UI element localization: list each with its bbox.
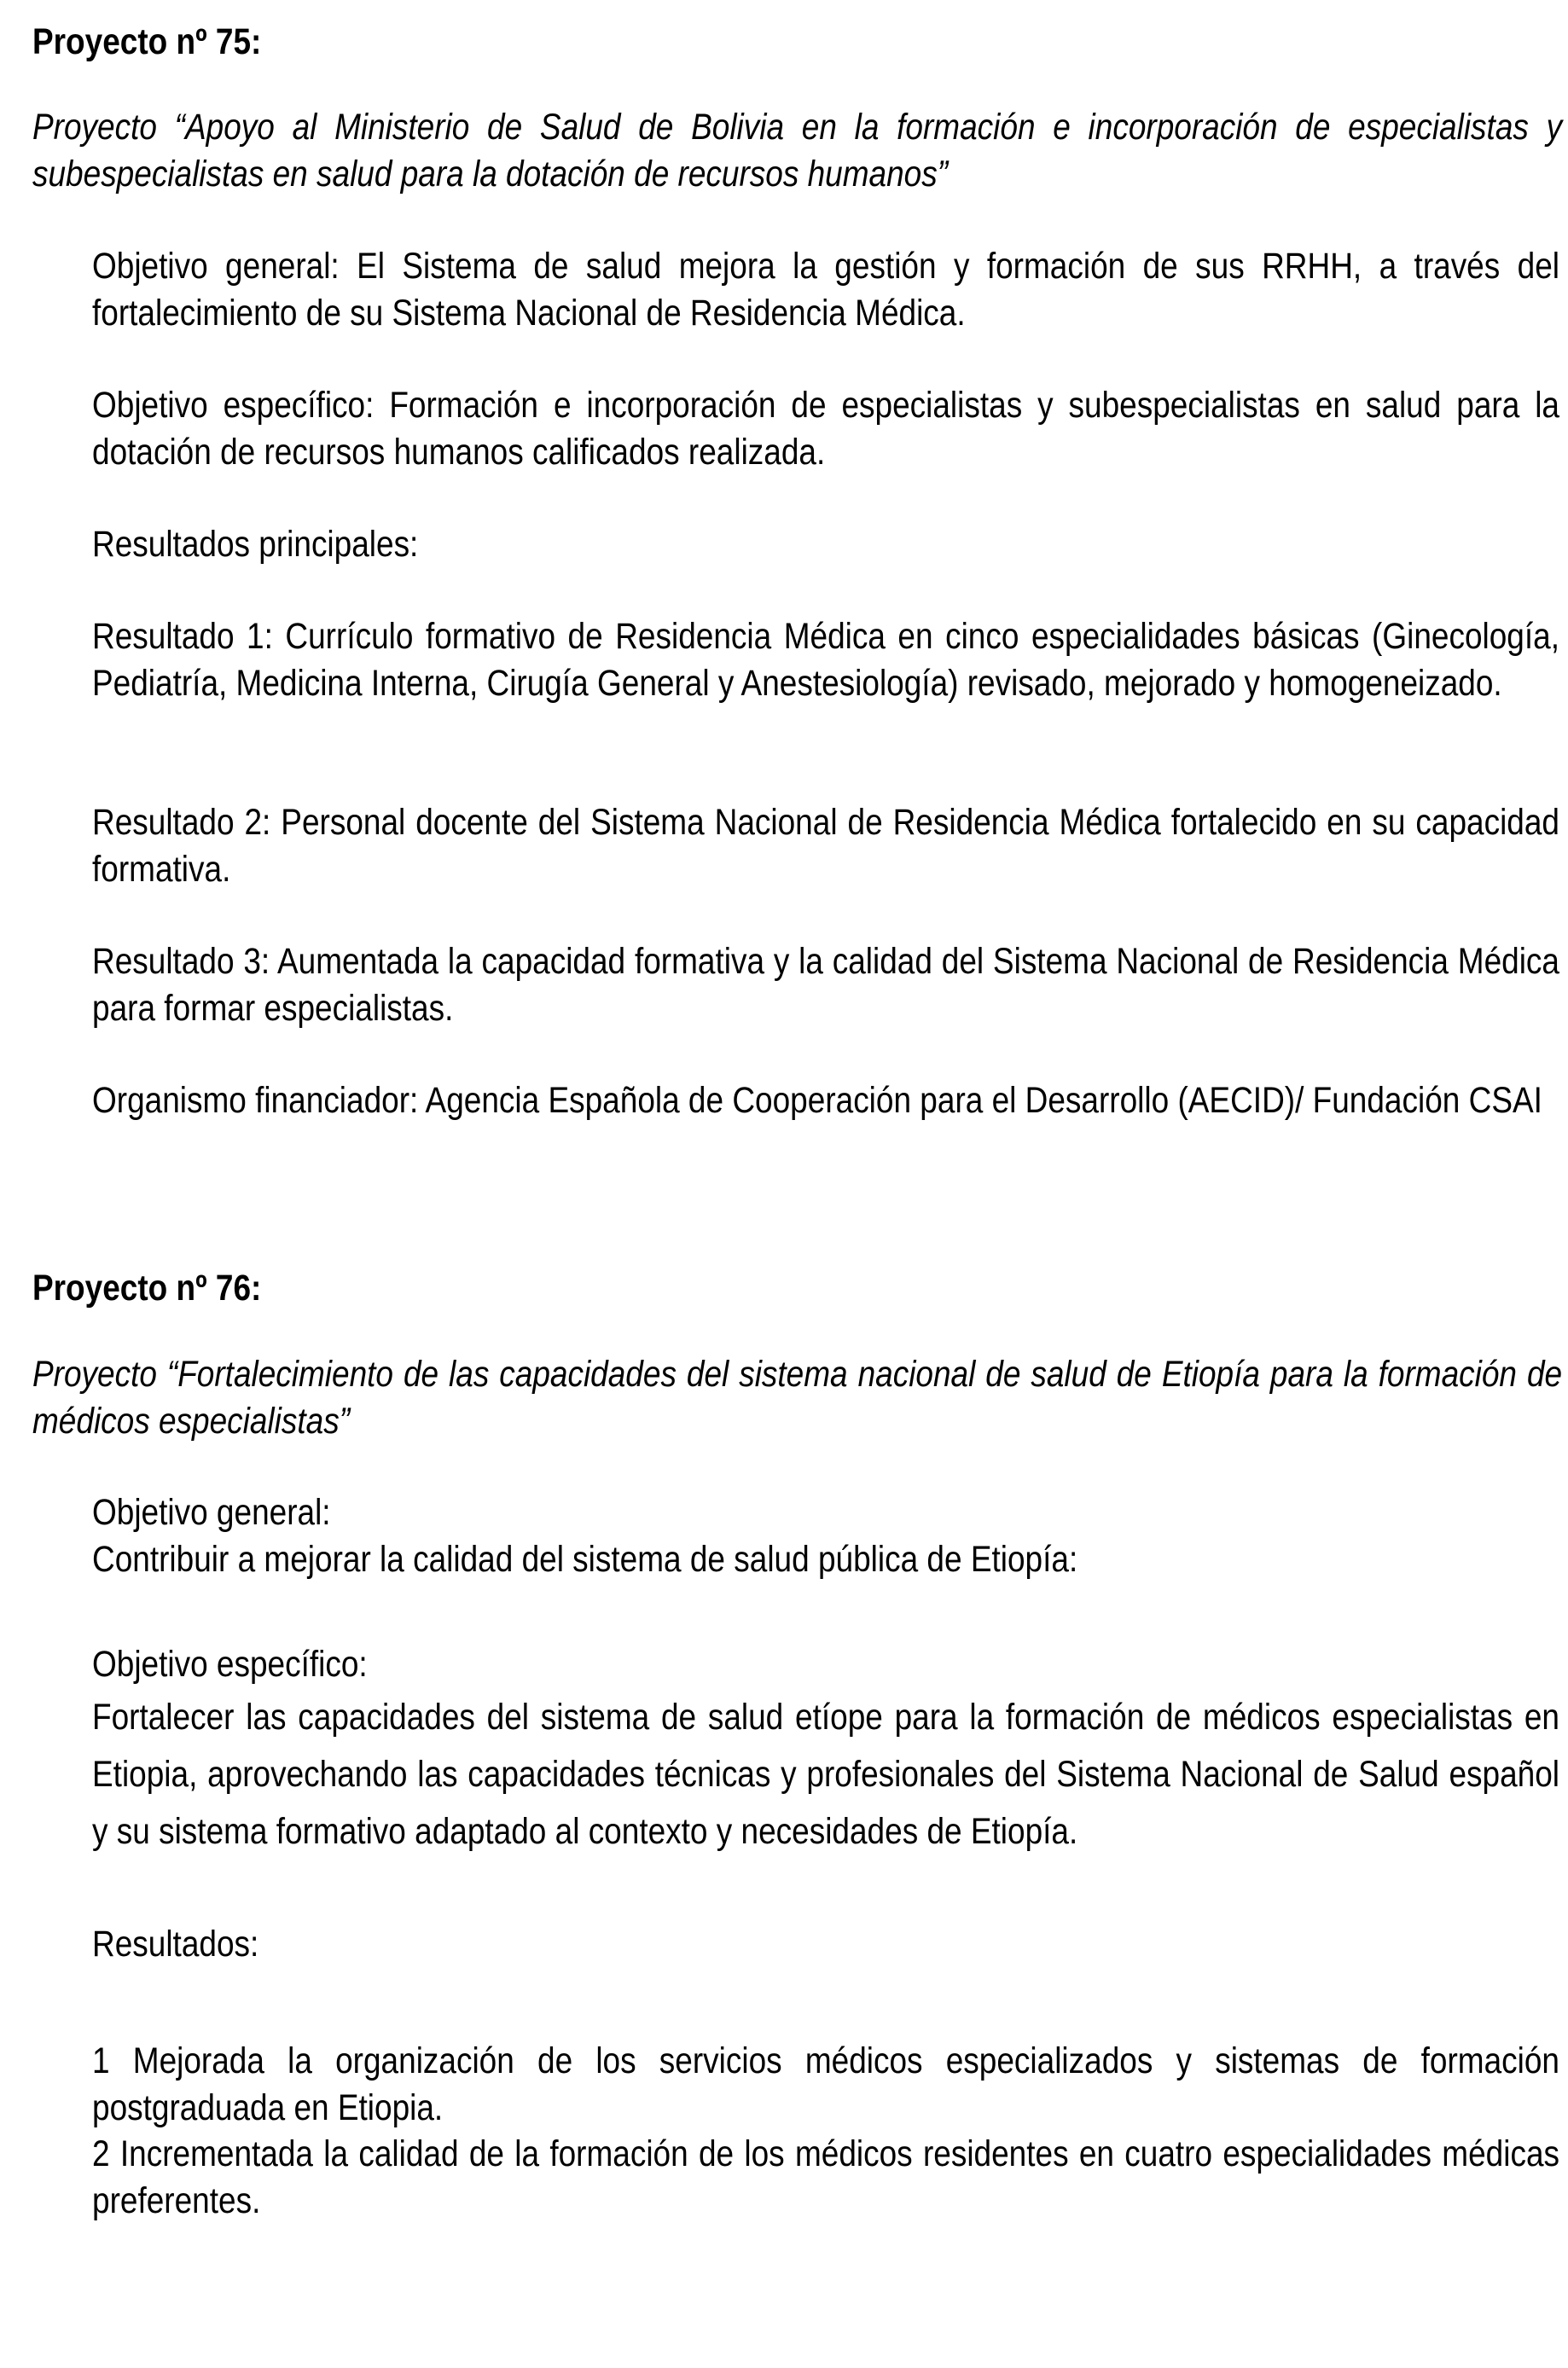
project-76-specific-objective-label: Objetivo específico: bbox=[92, 1644, 368, 1685]
project-76-title: Proyecto “Fortalecimiento de las capacidades del sistema nacional de salud de Etiopía para la formación de médicos especialistas” bbox=[32, 1354, 1563, 1442]
project-75-result-1: Resultado 1: Currículo formativo de Residencia Médica en cinco especialidades básicas (Ginecología, Pediatría, Medicina Interna, Cirugía General y Anestesiología) revisado, mejorado y homogeneizado. bbox=[92, 616, 1559, 704]
project-75-title: Proyecto “Apoyo al Ministerio de Salud de Bolivia en la formación e incorporación de especialistas y subespecialistas en salud para la dotación de recursos humanos” bbox=[32, 107, 1563, 194]
project-75-result-3: Resultado 3: Aumentada la capacidad formativa y la calidad del Sistema Nacional de Residencia Médica para formar especialistas. bbox=[92, 941, 1559, 1029]
project-76-result-1: 1 Mejorada la organización de los servicios médicos especializados y sistemas de formación postgraduada en Etiopia. bbox=[92, 2040, 1559, 2128]
project-76-general-objective-label: Objetivo general: bbox=[92, 1492, 331, 1533]
project-76-specific-objective-text: Fortalecer las capacidades del sistema de salud etíope para la formación de médicos especialistas en Etiopia, aprovechando las capacidades técnicas y profesionales del Sistema Nacional de Salud español y su sistema formativo adaptado al contexto y necesidades de Etiopía. bbox=[92, 1697, 1559, 1852]
project-76-result-2: 2 Incrementada la calidad de la formación de los médicos residentes en cuatro especialidades médicas preferentes. bbox=[92, 2133, 1559, 2221]
project-75-general-objective: Objetivo general: El Sistema de salud mejora la gestión y formación de sus RRHH, a través del fortalecimiento de su Sistema Nacional de Residencia Médica. bbox=[92, 246, 1559, 334]
project-75-result-2: Resultado 2: Personal docente del Sistema Nacional de Residencia Médica fortalecido en su capacidad formativa. bbox=[92, 802, 1559, 890]
project-76-general-objective-text: Contribuir a mejorar la calidad del sistema de salud pública de Etiopía: bbox=[92, 1539, 1078, 1580]
project-75-funder: Organismo financiador: Agencia Española de Cooperación para el Desarrollo (AECID)/ Fundación CSAI bbox=[92, 1080, 1542, 1121]
project-75-heading: Proyecto nº 75: bbox=[32, 21, 262, 62]
project-75-specific-objective: Objetivo específico: Formación e incorporación de especialistas y subespecialistas en salud para la dotación de recursos humanos calificados realizada. bbox=[92, 385, 1559, 473]
project-76-heading: Proyecto nº 76: bbox=[32, 1268, 262, 1309]
project-75-results-heading: Resultados principales: bbox=[92, 524, 419, 565]
project-76-results-heading: Resultados: bbox=[92, 1924, 259, 1965]
